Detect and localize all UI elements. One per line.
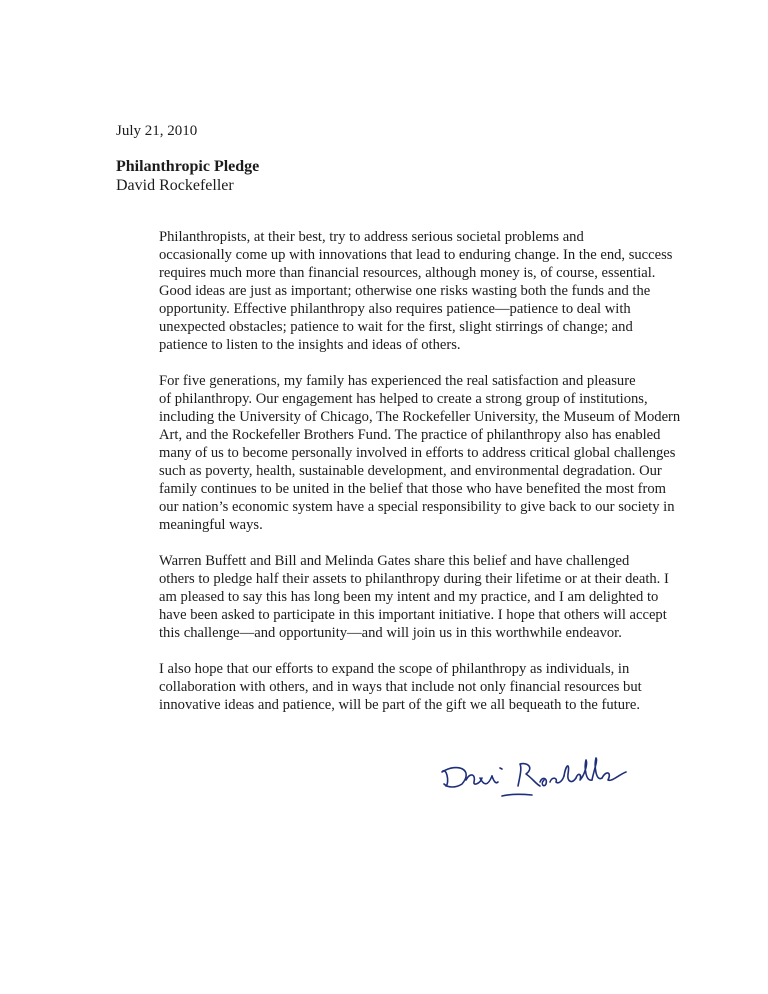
paragraph-line: For five generations, my family has experienced the real satisfaction and pleasure	[159, 373, 636, 389]
letter-title: Philanthropic Pledge	[116, 158, 260, 175]
paragraph-line: collaboration with others, and in ways that include not only financial resources but	[159, 679, 642, 695]
paragraph-line: our nation’s economic system have a special responsibility to give back to our society in	[159, 499, 675, 515]
paragraph-line: opportunity. Effective philanthropy also requires patience—patience to deal with	[159, 301, 631, 317]
paragraph-line: am pleased to say this has long been my intent and my practice, and I am delighted to	[159, 589, 659, 605]
paragraph-line: many of us to become personally involved in efforts to address critical global challenges	[159, 445, 676, 461]
paragraph-line: family continues to be united in the belief that those who have benefited the most from	[159, 481, 666, 497]
paragraph-line: patience to listen to the insights and ideas of others.	[159, 337, 461, 353]
paragraph-line: this challenge—and opportunity—and will join us in this worthwhile endeavor.	[159, 625, 622, 641]
paragraph-line: unexpected obstacles; patience to wait for the first, slight stirrings of change; and	[159, 319, 633, 335]
paragraph-line: innovative ideas and patience, will be part of the gift we all bequeath to the future.	[159, 697, 641, 713]
paragraph-line: Philanthropists, at their best, try to address serious societal problems and	[159, 229, 584, 245]
letter-author: David Rockefeller	[116, 177, 234, 194]
handwritten-signature	[436, 752, 636, 804]
paragraph-line: I also hope that our efforts to expand the scope of philanthropy as individuals, in	[159, 661, 630, 677]
paragraph-3	[116, 552, 669, 642]
paragraph-line: meaningful ways.	[159, 517, 263, 533]
paragraph-line: of philanthropy. Our engagement has helped to create a strong group of institutions,	[159, 391, 648, 407]
letter-body	[116, 228, 681, 732]
paragraph-4	[116, 660, 648, 714]
paragraph-2	[116, 372, 681, 534]
paragraph-1	[116, 228, 673, 354]
paragraph-line: Warren Buffett and Bill and Melinda Gates share this belief and have challenged	[159, 553, 630, 569]
paragraph-line: others to pledge half their assets to philanthropy during their lifetime or at their death. I	[159, 571, 669, 587]
paragraph-line: Art, and the Rockefeller Brothers Fund. The practice of philanthropy also has enabled	[159, 427, 661, 443]
paragraph-line: Good ideas are just as important; otherwise one risks wasting both the funds and the	[159, 283, 651, 299]
paragraph-line: including the University of Chicago, The Rockefeller University, the Museum of Modern	[159, 409, 681, 425]
signature-strokes	[442, 758, 626, 796]
letter-date: July 21, 2010	[116, 123, 198, 139]
paragraph-line: requires much more than financial resources, although money is, of course, essential.	[159, 265, 656, 281]
paragraph-line: have been asked to participate in this important initiative. I hope that others will accept	[159, 607, 667, 623]
paragraph-line: occasionally come up with innovations that lead to enduring change. In the end, success	[159, 247, 673, 263]
paragraph-line: such as poverty, health, sustainable development, and environmental degradation. Our	[159, 463, 662, 479]
